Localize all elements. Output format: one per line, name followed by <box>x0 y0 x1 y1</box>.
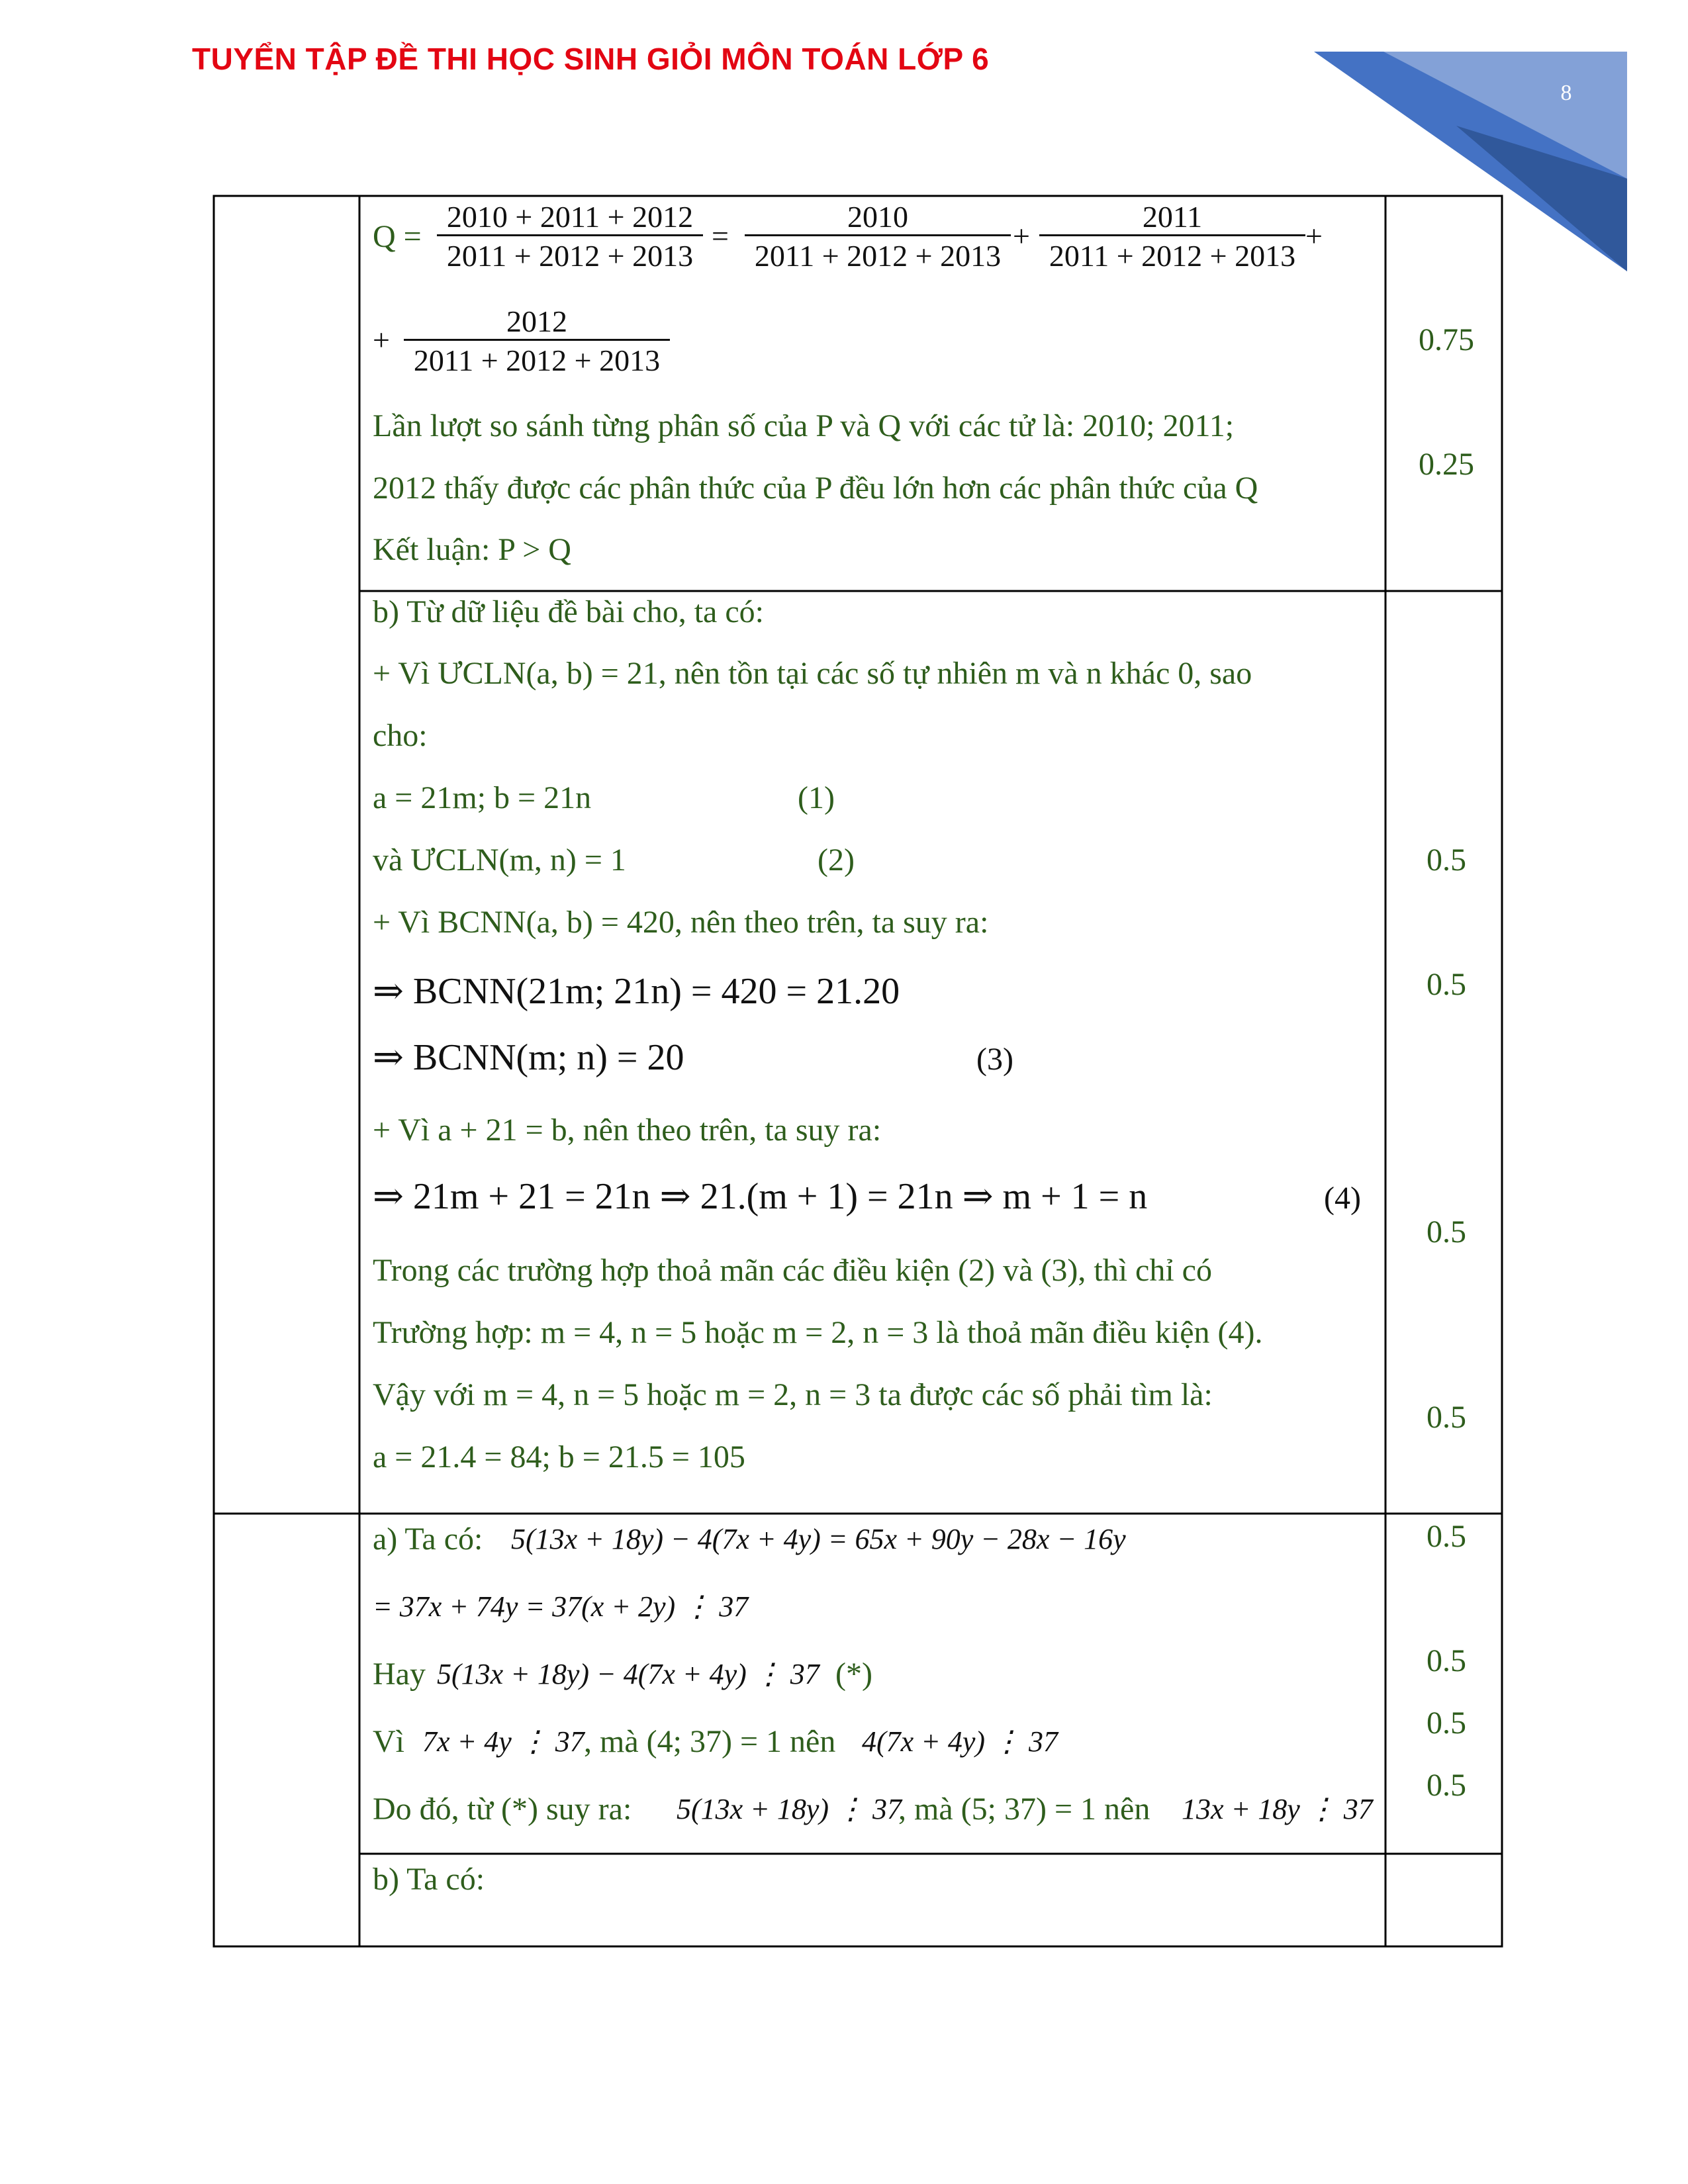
score-value: 0.5 <box>1427 967 1466 1002</box>
q-fraction-2-denominator: 2011 + 2012 + 2013 <box>1039 234 1305 273</box>
plus-sign: + <box>373 323 390 357</box>
comparison-text-2: 2012 thấy được các phân thức của P đều lớn hơn các phân thức của Q <box>373 471 1258 506</box>
score-value: 0.5 <box>1427 1214 1466 1250</box>
plus-sign: + <box>1013 219 1030 253</box>
q-main-numerator: 2010 + 2011 + 2012 <box>446 200 694 234</box>
hay-label: Hay <box>373 1657 426 1692</box>
gcd-statement-cont: cho: <box>373 718 428 753</box>
q-fraction-1-denominator: 2011 + 2012 + 2013 <box>745 234 1011 273</box>
cases-text-2: Trường hợp: m = 4, n = 5 hoặc m = 2, n = 3 là thoả mãn điều kiện (4). <box>373 1315 1263 1350</box>
math-factor-37: = 37x + 74y = 37(x + 2y) ⋮ 37 <box>373 1590 749 1623</box>
equation-tag-1: (1) <box>798 780 835 815</box>
star-tag: (*) <box>835 1657 872 1692</box>
score-value: 0.5 <box>1427 1768 1466 1803</box>
vi-label: Vì <box>373 1724 404 1759</box>
math-expansion: 5(13x + 18y) − 4(7x + 4y) = 65x + 90y − 28x − 16y <box>511 1523 1126 1555</box>
q-main-denominator: 2011 + 2012 + 2013 <box>437 234 703 273</box>
q-fraction-2 <box>1039 200 1305 273</box>
score-value: 0.75 <box>1419 322 1474 357</box>
plus-sign: + <box>1305 219 1323 253</box>
conclusion-text: Kết luận: P > Q <box>373 532 571 567</box>
score-value: 0.5 <box>1427 842 1466 878</box>
q-fraction-3-denominator: 2011 + 2012 + 2013 <box>404 339 670 378</box>
equation-a-b: a = 21m; b = 21n <box>373 780 592 815</box>
equation-tag-3: (3) <box>976 1042 1013 1077</box>
score-value: 0.5 <box>1427 1400 1466 1435</box>
part-b-heading: b) Ta có: <box>373 1862 485 1897</box>
page-number: 8 <box>1560 81 1572 105</box>
gcd-statement: + Vì ƯCLN(a, b) = 21, nên tồn tại các số tự nhiên m và n khác 0, sao <box>373 656 1252 691</box>
result-text: Vậy với m = 4, n = 5 hoặc m = 2, n = 3 ta được các số phải tìm là: <box>373 1377 1213 1412</box>
result-values: a = 21.4 = 84; b = 21.5 = 105 <box>373 1439 745 1475</box>
equation-tag-4: (4) <box>1324 1181 1361 1216</box>
comparison-text-1: Lần lượt so sánh từng phân số của P và Q với các tử là: 2010; 2011; <box>373 408 1235 443</box>
part-a-label: a) Ta có: <box>373 1522 483 1557</box>
math-13x-18y: 13x + 18y ⋮ 37 <box>1182 1793 1373 1825</box>
math-7x-4y: 7x + 4y ⋮ 37 <box>422 1725 585 1758</box>
q-main-fraction <box>437 200 703 273</box>
math-star-expression: 5(13x + 18y) − 4(7x + 4y) ⋮ 37 <box>437 1658 820 1690</box>
q-fraction-1-numerator: 2010 <box>847 200 908 234</box>
part-b-intro: b) Từ dữ liệu đề bài cho, ta có: <box>373 594 764 629</box>
math-m-plus-1: ⇒ 21m + 21 = 21n ⇒ 21.(m + 1) = 21n ⇒ m + 1 = n <box>373 1176 1148 1217</box>
sum-statement: + Vì a + 21 = b, nên theo trên, ta suy ra: <box>373 1113 882 1148</box>
math-lcm-mn: ⇒ BCNN(m; n) = 20 <box>373 1037 684 1078</box>
equals-sign: = <box>712 219 729 253</box>
math-lcm-21m-21n: ⇒ BCNN(21m; 21n) = 420 = 21.20 <box>373 971 900 1012</box>
q-fraction-1 <box>745 200 1011 273</box>
score-value: 0.25 <box>1419 447 1474 482</box>
equation-gcd-mn: và ƯCLN(m, n) = 1 <box>373 842 626 878</box>
q-fraction-3-numerator: 2012 <box>506 304 567 338</box>
q-label: Q = <box>373 219 422 254</box>
document-title: TUYỂN TẬP ĐỀ THI HỌC SINH GIỎI MÔN TOÁN LỚP 6 <box>192 42 990 76</box>
coprime-statement-4: , mà (4; 37) = 1 nên <box>584 1724 836 1759</box>
score-value: 0.5 <box>1427 1706 1466 1741</box>
equation-tag-2: (2) <box>818 842 855 878</box>
coprime-statement-5: , mà (5; 37) = 1 nên <box>898 1792 1150 1827</box>
cases-text-1: Trong các trường hợp thoả mãn các điều kiện (2) và (3), thì chỉ có <box>373 1253 1212 1288</box>
q-fraction-2-numerator: 2011 <box>1142 200 1203 234</box>
score-value: 0.5 <box>1427 1519 1466 1554</box>
score-value: 0.5 <box>1427 1643 1466 1678</box>
math-5-times-expression: 5(13x + 18y) ⋮ 37 <box>677 1793 902 1825</box>
lcm-statement: + Vì BCNN(a, b) = 420, nên theo trên, ta suy ra: <box>373 905 989 940</box>
q-fraction-3 <box>404 304 670 378</box>
math-4-times-expression: 4(7x + 4y) ⋮ 37 <box>862 1725 1058 1758</box>
conclusion-label: Do đó, từ (*) suy ra: <box>373 1792 632 1827</box>
